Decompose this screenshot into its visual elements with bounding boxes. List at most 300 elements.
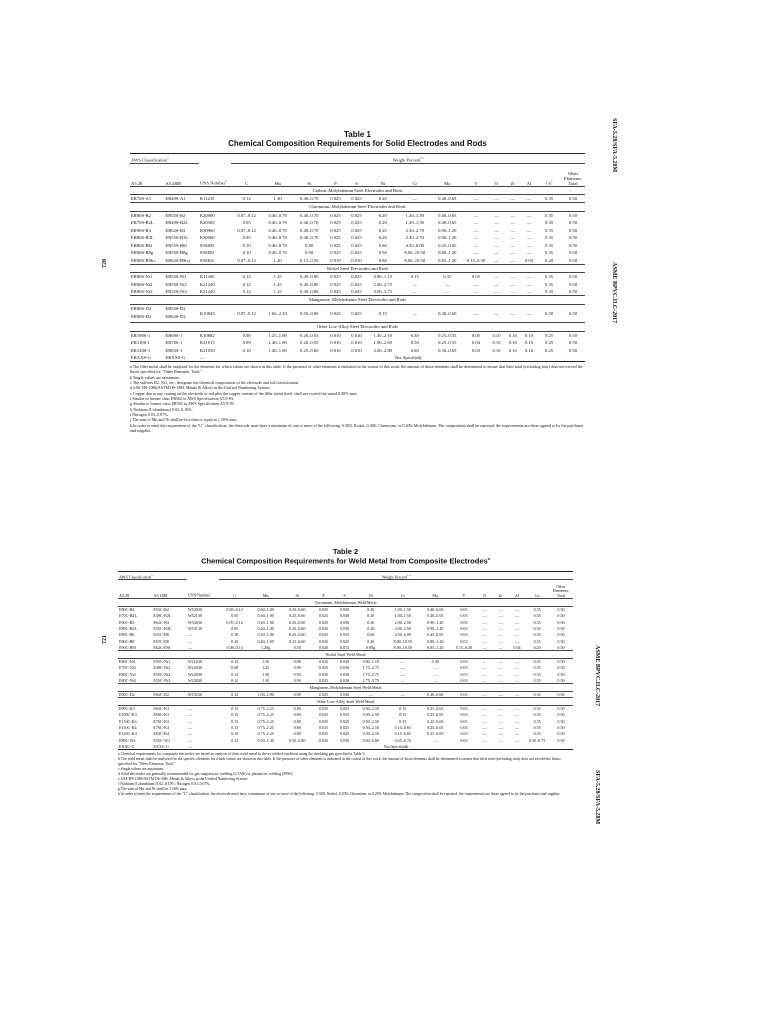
- table-cell: 0.35: [533, 706, 541, 712]
- column-header: Mn: [262, 592, 269, 598]
- table-cell: 0.40–0.70: [268, 250, 287, 256]
- table-cell: 0.50: [557, 645, 565, 650]
- table-cell: —: [473, 242, 479, 248]
- table-cell: —: [187, 731, 192, 737]
- table-cell: 0.010: [330, 347, 341, 353]
- table-cell: 0.10: [508, 347, 517, 353]
- table-cell: 0.05: [242, 219, 251, 225]
- table-cell: K21015: [199, 340, 215, 346]
- table-cell: 0.03: [460, 712, 468, 718]
- aws-classification-header: AWS Classification$^a$: [130, 154, 199, 164]
- table-cell: 0.025: [339, 638, 350, 644]
- column-header: Zr: [510, 180, 515, 186]
- table-cell: —: [400, 677, 405, 683]
- table-cell: —: [494, 196, 499, 202]
- table-1-title: Chemical Composition Requirements for Solid Electrodes and Rods: [228, 139, 487, 149]
- table-cell: —: [412, 310, 418, 316]
- table-cell: —: [510, 281, 516, 287]
- table-cell: E90C-B3: [119, 619, 135, 625]
- table-cell: 0.07–0.13: [237, 257, 256, 263]
- table-cell: —: [498, 706, 503, 712]
- table-cell: 1.00–1.90: [257, 691, 274, 697]
- table-cell: —: [514, 718, 520, 724]
- table-cell: —: [473, 235, 479, 241]
- table-cell: 0.20: [367, 607, 375, 613]
- table-cell: K20500: [199, 219, 215, 225]
- table-cell: 0.025: [318, 691, 329, 697]
- table-cell: 0.03: [460, 613, 468, 619]
- table-cell: 0.025: [330, 196, 341, 202]
- column-header: Ti: [482, 592, 487, 598]
- table-cell: 0.40–0.80: [300, 274, 319, 280]
- table-cell: 0.03: [460, 706, 468, 712]
- table-cell: 0.030: [339, 607, 350, 613]
- table-cell: 0.025: [339, 731, 350, 737]
- table-cell: —: [526, 235, 532, 241]
- table-cell: 0.025: [318, 737, 329, 743]
- header-spacer: [187, 571, 220, 579]
- table-cell: 0.05: [471, 274, 480, 280]
- table-cell: 0.025: [339, 712, 350, 718]
- table-cell: —: [482, 718, 487, 724]
- table-row: [130, 331, 585, 339]
- table-cell: S50480: [199, 250, 214, 256]
- table-cell: 0.50: [557, 638, 565, 644]
- footnote: k In order to meet the requirement of the "G" classification, the electrode must have a minimum of one or more of the following: 0.50% Nickel, 0.30% Chromium, or 0.20% Molybdenum. The composition shall be reported; the requirements are those agreed to by the purchaser and supplier.: [130, 422, 584, 433]
- table-cell: 0.85–1.20: [438, 257, 457, 263]
- table-cell: 0.20: [533, 645, 541, 650]
- table-cell: 0.25–0.60: [289, 626, 306, 632]
- table-cell: 0.50: [557, 724, 565, 730]
- table-cell: 0.025: [318, 724, 329, 730]
- table-cell: —: [482, 613, 487, 619]
- table-cell: 0.03: [460, 626, 468, 632]
- table-cell: 0.35: [533, 607, 541, 613]
- table-cell: E80C-B2: [119, 607, 135, 613]
- table-cell: ER80S-Ni1: [131, 274, 153, 280]
- table-2: [118, 571, 573, 752]
- table-cell: —: [412, 281, 418, 287]
- table-cell: —: [187, 724, 192, 730]
- table-cell: —: [510, 250, 516, 256]
- table-cell: 0.07–0.12: [237, 227, 256, 233]
- table-bottom-rule: [118, 750, 573, 752]
- table-cell: 0.85–1.20: [427, 645, 444, 650]
- page2-bpvc-label: ASME BPVC.II.C-2017: [594, 645, 600, 707]
- table-cell: ER70S-A1: [131, 196, 152, 202]
- table-cell: 0.50: [568, 196, 578, 202]
- table-cell: 0.35: [545, 227, 554, 233]
- not-specified-cell: Not Specifiedh: [383, 743, 409, 749]
- table-cell: E80C-Ni1: [119, 659, 136, 665]
- table-cell: 1.25: [273, 281, 282, 287]
- table-cell: E55C-B3L: [153, 626, 172, 632]
- table-cell: —: [514, 691, 520, 697]
- table-cell: 0.10: [242, 242, 251, 248]
- table-cell: E90C-B9f: [119, 645, 136, 650]
- table-cell: 0.09: [242, 340, 251, 346]
- table-cell: 0.75–2.25: [257, 706, 274, 712]
- table-cell: 0.08: [242, 332, 251, 338]
- table-cell: 0.75–2.25: [257, 712, 274, 718]
- table-cell: 0.30: [431, 659, 439, 665]
- table-cell: K10945: [199, 310, 215, 316]
- table-cell: ER80S-B3L: [131, 235, 154, 241]
- table-cell: 0.025: [351, 242, 362, 248]
- table-cell: —: [514, 724, 520, 730]
- table-cell: —: [498, 731, 503, 737]
- table-cell: —: [400, 665, 405, 671]
- column-header: V: [462, 592, 466, 598]
- table-cell: 1.25–1.80: [268, 332, 287, 338]
- table-cell: 0.60: [410, 347, 419, 353]
- table-cell: 0.15: [231, 718, 239, 724]
- table-cell: ER90S-B3: [131, 227, 151, 233]
- table-cell: 1.40–1.80: [268, 340, 287, 346]
- table-cell: 0.45–0.65: [438, 242, 457, 248]
- table-cell: 0.40–0.60: [438, 310, 457, 316]
- table-2-block: [118, 548, 573, 797]
- footnote: g Similar to former class ER505 in AWS Specification A5.9-93.: [130, 401, 235, 407]
- table-cell: 1.90–2.60: [373, 340, 392, 346]
- table-cell: 2.00–2.75: [373, 281, 392, 287]
- table-cell: —: [482, 677, 487, 683]
- table-cell: 1.20: [273, 257, 282, 263]
- table-cell: 0.05–0.12: [226, 619, 243, 625]
- table-cell: E110C-K3: [119, 718, 137, 724]
- table-cell: —: [498, 645, 503, 650]
- aws-classification-header: AWS Classification$^b$: [118, 571, 187, 579]
- table-cell: —: [510, 289, 516, 295]
- column-header: P: [334, 180, 337, 186]
- weight-percent-header: Weight Percent$^{c, d}$: [219, 571, 573, 579]
- table-cell: 0.03: [460, 659, 468, 665]
- table-cell: —: [498, 677, 503, 683]
- table-cell: —: [526, 212, 532, 218]
- table-cell: 0.50: [568, 257, 578, 263]
- table-cell: 2.75–3.75: [362, 677, 379, 683]
- table-cell: 0.40–0.80: [362, 737, 379, 743]
- footnote: f Similar to former class ER502 in AWS Specification A5.9-93.: [130, 395, 234, 401]
- table-cell: —: [498, 619, 503, 625]
- table-cell: 0.10: [492, 332, 501, 338]
- table-cell: 0.40–0.65: [427, 613, 444, 619]
- column-header: Cu: [534, 592, 540, 598]
- table-cell: —: [526, 219, 532, 225]
- table-cell: —: [187, 706, 192, 712]
- table-cell: 0.25–0.60: [300, 347, 319, 353]
- group-heading: Manganese–Molybdenum Steel Electrodes and Rods: [130, 296, 585, 305]
- table-cell: —: [482, 626, 487, 632]
- table-cell: 1.50: [262, 677, 270, 683]
- table-cell: ER69S-1: [165, 332, 183, 338]
- table-cell: —: [473, 212, 479, 218]
- table-cell: 0.50: [545, 310, 554, 316]
- table-1-block: [130, 130, 585, 433]
- table-cell: 0.04: [471, 340, 480, 346]
- table-cell: 0.025: [318, 632, 329, 638]
- table-cell: 0.50: [557, 607, 565, 613]
- table-cell: 0.45–0.65: [427, 632, 444, 638]
- table-cell: 0.50–1.30: [257, 737, 274, 743]
- column-header: Cu$^e$: [545, 180, 553, 186]
- table-cell: 0.03: [460, 638, 468, 644]
- table-cell: —: [494, 235, 499, 241]
- table-cell: 0.25–0.55: [438, 340, 457, 346]
- table-cell: 1.00–1.50: [394, 607, 411, 613]
- table-cell: 0.025: [318, 613, 329, 619]
- table-cell: 0.12: [242, 289, 251, 295]
- table-cell: 0.40–0.65: [438, 196, 457, 202]
- table-cell: 0.90–1.20: [427, 626, 444, 632]
- table-cell: 0.20: [367, 638, 375, 644]
- table-cell: 0.30: [410, 332, 419, 338]
- table-cell: 0.05: [231, 613, 239, 619]
- table-cell: —: [482, 737, 487, 743]
- table-cell: 1.20g: [261, 645, 271, 650]
- table-cell: ER80S-B6f: [131, 242, 153, 248]
- footnote: a The filler metal shall be analyzed for the elements for which values are shown in this table. If the presence of other elements is indicated in the course of this work, the amount of those elements shall be determined to ensure that their total (excluding iron) does not exceed the limits specified for "Other Elements, Total.": [130, 364, 583, 375]
- table-row: [130, 354, 585, 362]
- table-cell: 0.25: [545, 347, 554, 353]
- table-cell: 0.50: [410, 340, 419, 346]
- table-cell: K21030: [199, 347, 215, 353]
- table-cell: 0.50–2.50: [362, 718, 379, 724]
- table-cell: 0.35: [533, 691, 541, 697]
- table-cell: 0.10: [524, 340, 533, 346]
- table-cell: 0.03: [460, 607, 468, 613]
- table-cell: 0.025: [351, 212, 362, 218]
- column-header: Si: [295, 592, 299, 598]
- table-cell: 0.025: [339, 632, 350, 638]
- table-cell: 0.50: [557, 659, 565, 665]
- table-cell: 0.40–0.80: [300, 281, 319, 287]
- table-cell: 1.50: [262, 671, 270, 677]
- group-heading: Other Low-Alloy Steel Electrodes and Rods: [130, 323, 585, 332]
- table-cell: W53130: [187, 626, 202, 632]
- table-cell: —: [514, 731, 520, 737]
- column-header: A5.28: [131, 180, 143, 186]
- table-cell: —: [514, 626, 520, 632]
- table-cell: K11260: [199, 274, 215, 280]
- table-cell: 2.30–2.70: [405, 227, 424, 233]
- table-cell: ER62S-B9h,i: [165, 257, 191, 263]
- table-cell: 0.45–0.70: [394, 737, 411, 743]
- table-cell: —: [498, 638, 503, 644]
- table-cell: 2.00–2.50: [394, 619, 411, 625]
- column-header: Mn: [274, 180, 281, 186]
- table-cell: 0.15: [231, 724, 239, 730]
- table-cell: 0.025: [330, 219, 341, 225]
- table-cell: E55C-Ni2: [153, 671, 171, 677]
- table-cell: K30960: [199, 227, 215, 233]
- column-header: Zr: [498, 592, 503, 598]
- table-cell: E55C-Ni1: [153, 659, 171, 665]
- table-cell: 0.50: [305, 250, 314, 256]
- table-cell: 0.025: [330, 227, 341, 233]
- table-cell: 0.80–1.10: [362, 659, 379, 665]
- table-cell: 0.12: [242, 196, 251, 202]
- footnote: f Niobium (Columbium) 0.02–0.10%; Nitrogen 0.03–0.07%.: [118, 781, 211, 786]
- table-cell: 0.04: [513, 645, 521, 650]
- table-cell: 0.50: [568, 289, 578, 295]
- table-cell: 0.50: [293, 645, 301, 650]
- table-cell: —: [514, 712, 520, 718]
- table-cell: —: [187, 718, 192, 724]
- table-row: [130, 234, 585, 242]
- table-cell: 0.10: [508, 340, 517, 346]
- table-cell: 0.05: [242, 235, 251, 241]
- column-header: Al: [526, 180, 532, 186]
- table-cell: 0.40–0.70: [300, 219, 319, 225]
- table-cell: 0.50: [568, 212, 578, 218]
- table-cell: 0.35: [545, 274, 554, 280]
- table-cell: 0.25–0.60: [289, 619, 306, 625]
- table-cell: 0.025: [351, 235, 362, 241]
- table-cell: —: [494, 219, 499, 225]
- table-cell: 0.025: [330, 281, 341, 287]
- table-cell: 0.40–1.00: [257, 619, 274, 625]
- table-cell: 0.40–1.00: [257, 632, 274, 638]
- table-cell: 0.15–0.65: [394, 724, 411, 730]
- table-cell: —: [510, 235, 516, 241]
- table-cell: 0.75–2.25: [257, 724, 274, 730]
- table-cell: E70C-Ni2: [119, 665, 136, 671]
- table-cell: 0.50: [568, 310, 578, 316]
- table-cell: 0.50–2.50: [362, 731, 379, 737]
- table-cell: —: [514, 632, 520, 638]
- table-cell: —: [526, 274, 532, 280]
- table-cell: ERXXS-G: [165, 355, 186, 361]
- table-cell: 0.50: [557, 737, 565, 743]
- table-cell: —: [482, 706, 487, 712]
- table-cell: 0.40–0.70: [300, 212, 319, 218]
- table-cell: 0.08: [231, 665, 239, 671]
- table-cell: 8.00–10.50: [393, 638, 412, 644]
- table-2-title: Chemical Composition Requirements for Weld Metal from Composite Electrodes$^a$: [201, 555, 490, 566]
- table-cell: 0.015: [339, 645, 350, 650]
- table-cell: 0.40–0.65: [427, 607, 444, 613]
- table-cell: 0.35: [533, 665, 541, 671]
- table-cell: 0.05: [471, 332, 480, 338]
- table-cell: E62C-B3: [153, 619, 169, 625]
- table-cell: —: [482, 724, 487, 730]
- table-cell: —: [482, 731, 487, 737]
- table-cell: —: [473, 289, 479, 295]
- table-bottom-rule: [130, 362, 585, 364]
- table-cell: ER70S-B2L: [131, 219, 154, 225]
- footnote: e SAE HS-1086/ASTM DS-56H, Metals & Alloys in the Unified Numbering System.: [118, 776, 249, 781]
- table-cell: 0.80: [293, 712, 301, 718]
- table-cell: 0.25–0.60: [289, 613, 306, 619]
- table-cell: —: [510, 274, 516, 280]
- table-cell: 0.025: [318, 619, 329, 625]
- table-cell: 0.80–1.20: [438, 250, 457, 256]
- table-cell: 0.04: [524, 257, 533, 263]
- table-cell: —: [510, 196, 516, 202]
- table-cell: 0.15: [231, 706, 239, 712]
- table-cell: 0.40–0.70: [268, 212, 287, 218]
- table-cell: 0.50: [568, 242, 578, 248]
- column-header: P: [322, 592, 325, 598]
- column-header: C: [245, 180, 249, 186]
- table-cell: —: [473, 227, 479, 233]
- table-cell: 0.25–0.55: [438, 332, 457, 338]
- table-cell: E55C-B8: [153, 638, 169, 644]
- table-cell: 0.025: [339, 724, 350, 730]
- table-cell: 4.50–6.00: [405, 242, 424, 248]
- table-cell: 0.010: [351, 347, 362, 353]
- footnote: i Nitrogen 0.03–0.07%.: [130, 411, 169, 417]
- table-cell: 0.20–0.55: [300, 332, 319, 338]
- table-cell: E55C-B6: [153, 632, 169, 638]
- table-cell: 0.90: [293, 659, 301, 665]
- table-cell: 0.020: [318, 645, 329, 650]
- table-cell: 0.025: [351, 227, 362, 233]
- table-cell: 0.50: [568, 347, 578, 353]
- table-cell: E80C-B8: [119, 638, 135, 644]
- table-cell: 0.75–2.25: [257, 718, 274, 724]
- table-cell: 0.40–0.70: [268, 219, 287, 225]
- table-cell: —: [412, 289, 418, 295]
- table-cell: ERXXS-G: [131, 355, 151, 361]
- table-cell: 0.35: [533, 619, 541, 625]
- table-cell: 0.90: [293, 671, 301, 677]
- table-cell: 0.07–0.12: [237, 212, 256, 218]
- table-cell: 0.03: [460, 619, 468, 625]
- table-cell: —: [514, 638, 520, 644]
- table-cell: 0.35: [533, 632, 541, 638]
- table-cell: 0.03: [460, 671, 468, 677]
- footnote: g The sum of Mn and Ni shall be 1.50% max.: [118, 786, 188, 791]
- table-cell: 0.80–1.10: [373, 274, 392, 280]
- table-cell: 0.10: [492, 340, 501, 346]
- table-cell: 0.40–1.00: [257, 607, 274, 613]
- table-2-notes: [118, 752, 573, 796]
- table-cell: 0.030: [339, 671, 350, 677]
- table-cell: 0.030: [339, 613, 350, 619]
- table-cell: 0.90: [293, 677, 301, 683]
- table-cell: 0.025: [351, 250, 362, 256]
- table-cell: —: [494, 289, 499, 295]
- table-cell: —: [514, 659, 520, 665]
- table-cell: 0.10: [242, 250, 251, 256]
- table-cell: —: [473, 310, 479, 316]
- table-cell: 0.50: [557, 677, 565, 683]
- group-heading: Nickel Steel Weld Metal: [118, 651, 573, 658]
- column-header: Cr: [412, 180, 418, 186]
- footnote: c The suffixes B2, Ni1, etc., designate the chemical composition of the electrode and rod classification.: [130, 380, 300, 386]
- table-cell: 1.25: [273, 289, 282, 295]
- table-cell: E62C-D2: [153, 691, 170, 697]
- table-cell: ER49S-A1: [165, 196, 186, 202]
- table-cell: 0.25–0.60: [289, 632, 306, 638]
- table-cell: 0.12: [231, 737, 239, 743]
- table-cell: 0.15: [399, 712, 407, 718]
- column-header: V: [474, 180, 478, 186]
- table-cell: —: [482, 632, 487, 638]
- table-cell: 0.025: [330, 250, 341, 256]
- table-cell: 0.40–1.00: [257, 613, 274, 619]
- table-cell: 0.30–0.65: [438, 347, 457, 353]
- table-cell: E70C-B2L: [119, 613, 137, 619]
- table-cell: 0.15: [378, 310, 387, 316]
- table-cell: 0.20–0.55: [300, 340, 319, 346]
- table-cell: 0.40–0.65: [438, 212, 457, 218]
- table-cell: —: [510, 310, 516, 316]
- table-cell: 0.030: [339, 737, 350, 743]
- table-cell: K30560: [199, 235, 215, 241]
